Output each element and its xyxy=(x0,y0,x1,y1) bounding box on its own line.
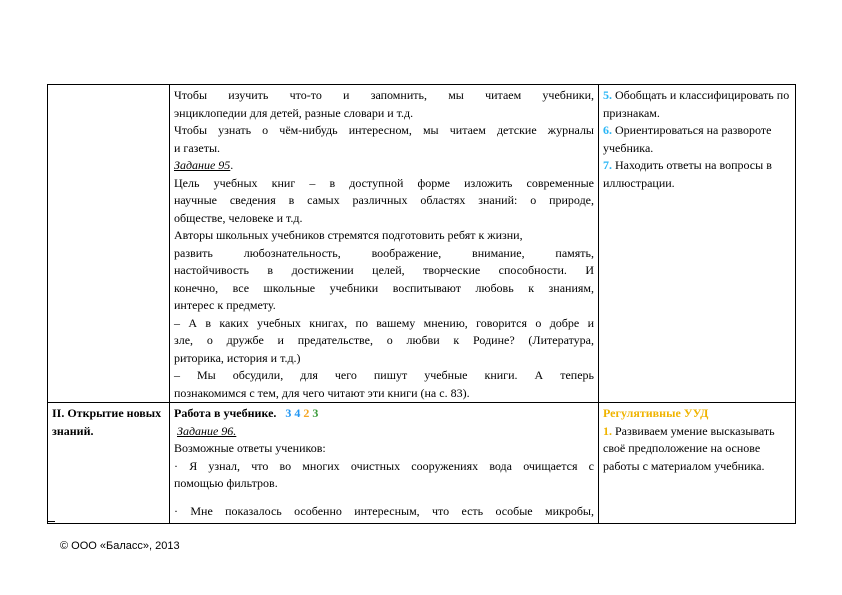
level-number: 2 xyxy=(303,406,310,420)
text-line: риторика, история и т.д.) xyxy=(174,350,301,365)
task-label-95: Задание 95 xyxy=(174,158,231,172)
stage-label: II. Открытие новых знаний. xyxy=(52,406,162,438)
stage-cell xyxy=(48,85,170,403)
skill-number: 5. xyxy=(603,88,612,102)
skill-text: Обобщать и классифицировать по признакам. xyxy=(603,88,790,120)
text-line: конечно, все школьные учебники воспитывают любовь к знаниям, xyxy=(174,280,594,295)
lesson-table xyxy=(47,84,796,524)
uud-text: Развиваем умение высказывать своё предположение на основе работы с материалом учебника. xyxy=(603,423,775,473)
text-line: обществе, человеке и т.д. xyxy=(174,210,303,225)
content-cell xyxy=(170,403,599,524)
answer-line: помощью фильтров. xyxy=(174,476,278,490)
work-title-line xyxy=(174,405,594,423)
uud-item xyxy=(603,423,791,476)
uud-title: Регулятивные УУД xyxy=(603,406,709,420)
table-edge-mark xyxy=(47,521,55,522)
skill-item xyxy=(603,157,791,192)
skill-item xyxy=(603,122,791,157)
table-row xyxy=(48,403,796,524)
text-line: настойчивость в достижении целей, творческие способности. И xyxy=(174,263,594,277)
text-line: развить любознательность, воображение, внимание, память, xyxy=(174,245,594,260)
skills-cell xyxy=(599,85,796,403)
text-line: – А в каких учебных книгах, по вашему мнению, говорится о добре и xyxy=(174,315,594,330)
text-line: Цель учебных книг – в доступной форме изложить современные xyxy=(174,175,594,190)
task-label-96: Задание 96. xyxy=(177,423,237,438)
content-cell xyxy=(170,85,599,403)
text-line: познакомимся с тем, для чего читают эти книги (на с. 83). xyxy=(174,385,470,400)
level-number: 3 xyxy=(285,406,292,420)
task-line xyxy=(174,157,594,175)
skill-number: 6. xyxy=(603,123,612,137)
answer-line: · Я узнал, что во многих очистных сооружениях вода очищается с xyxy=(174,458,594,473)
text-line: энциклопедии для детей, разные словари и т.д. xyxy=(174,105,414,120)
text-line: интерес к предмету. xyxy=(174,298,276,312)
text-line: Чтобы узнать о чём-нибудь интересном, мы читаем детские журналы xyxy=(174,123,594,137)
copyright-footer: © ООО «Баласс», 2013 xyxy=(60,540,180,552)
uud-cell xyxy=(599,403,796,524)
text-line: зле, о дружбе и предательстве, о любви к Родине? (Литература, xyxy=(174,333,594,347)
text-line: Авторы школьных учебников стремятся подготовить ребят к жизни, xyxy=(174,228,523,242)
level-number: 4 xyxy=(294,406,301,420)
skill-text: Ориентироваться на развороте учебника. xyxy=(603,123,772,155)
stage-cell xyxy=(48,403,170,524)
text-line: научные сведения в самых различных областях знаний: о природе, xyxy=(174,193,594,207)
answer-line: · Мне показалось особенно интересным, что есть особые микробы, xyxy=(174,503,594,518)
spacer xyxy=(174,493,594,503)
level-number: 3 xyxy=(312,406,319,420)
skill-text: Находить ответы на вопросы в иллюстрации. xyxy=(603,158,772,190)
text-line: Чтобы изучить что-то и запомнить, мы читаем учебники, xyxy=(174,88,594,102)
table-row xyxy=(48,85,796,403)
text-line: и газеты. xyxy=(174,140,221,155)
task-line xyxy=(174,423,594,441)
skill-number: 7. xyxy=(603,158,612,172)
uud-number: 1. xyxy=(603,423,612,438)
answers-intro: Возможные ответы учеников: xyxy=(174,441,326,455)
text-line: – Мы обсудили, для чего пишут учебные книги. А теперь xyxy=(174,368,594,382)
work-title: Работа в учебнике. xyxy=(174,406,277,420)
task-suffix: . xyxy=(230,158,234,172)
skill-item xyxy=(603,87,791,122)
